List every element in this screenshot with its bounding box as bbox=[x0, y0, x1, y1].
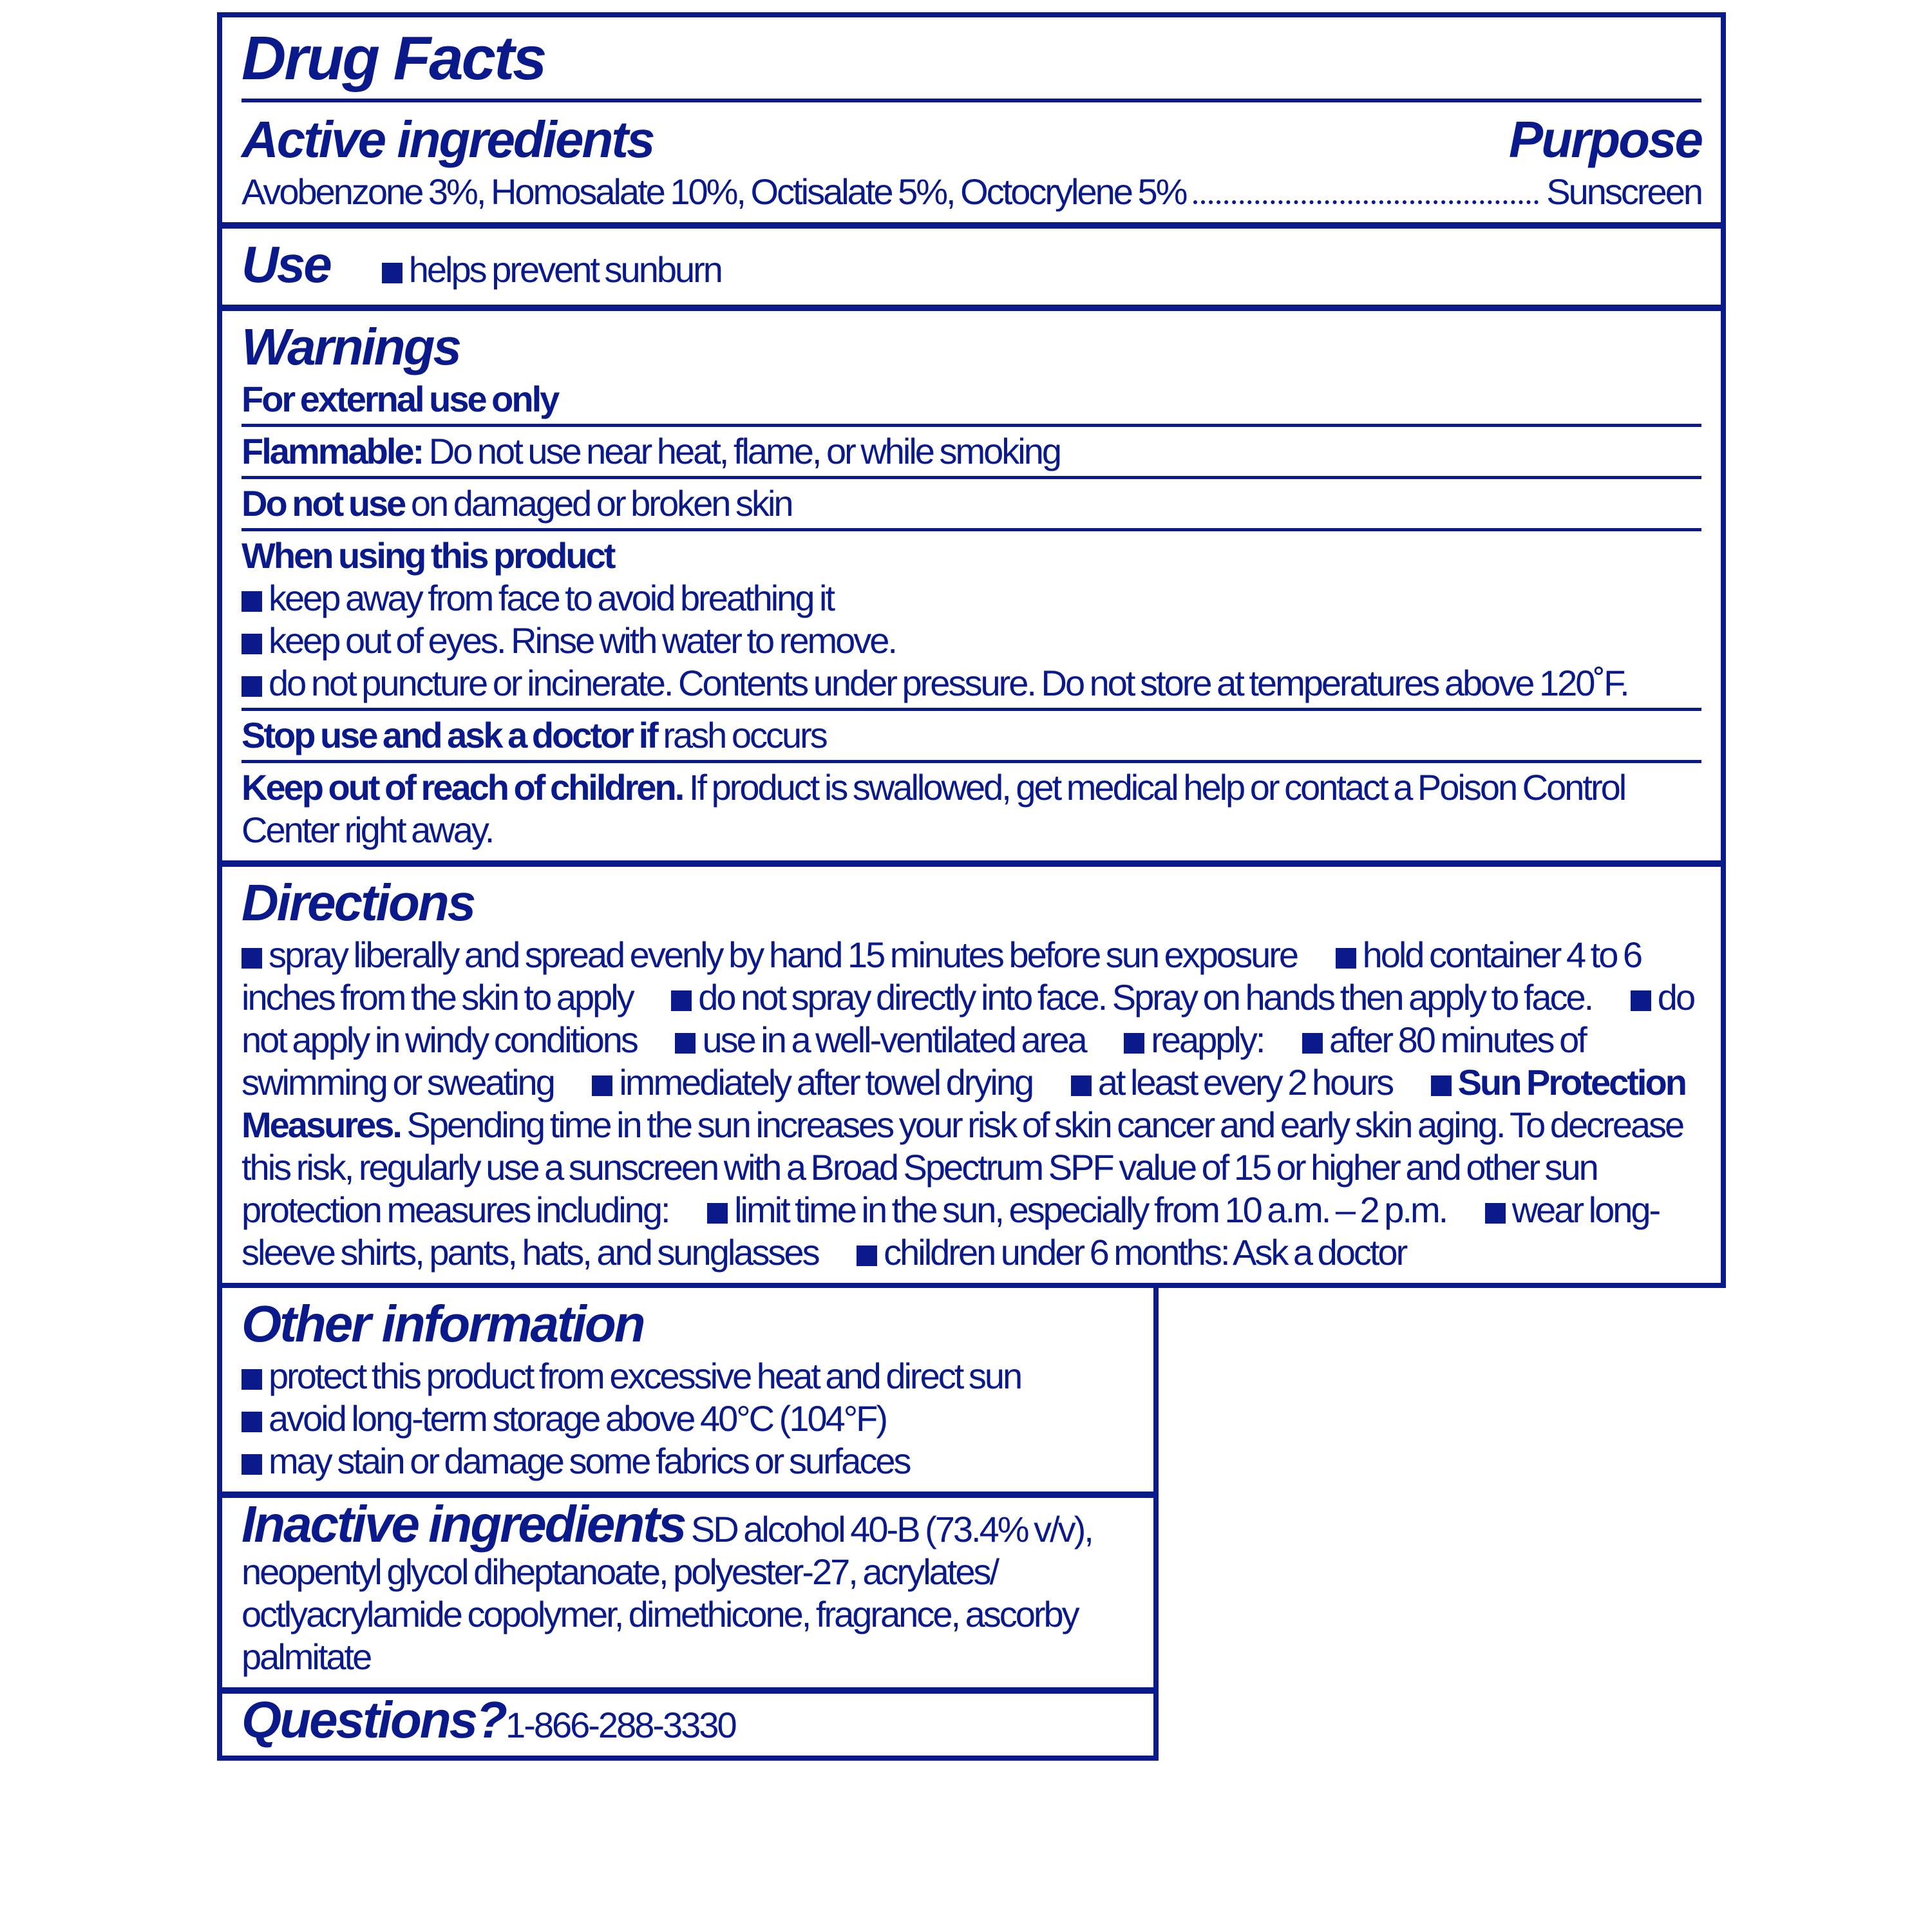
bullet-square-icon bbox=[592, 1075, 612, 1096]
drug-facts-label bbox=[217, 12, 1726, 1761]
bullet-item bbox=[592, 1062, 1032, 1103]
bullet-square-icon bbox=[242, 1454, 262, 1475]
inactive-ingredients-text: SD alcohol 40-B (73.4% v/v), bbox=[685, 1509, 1092, 1549]
item-text: keep away from face to avoid breathing it bbox=[269, 578, 834, 618]
page-title: Drug Facts bbox=[242, 23, 1701, 102]
bullet-item bbox=[1124, 1019, 1264, 1060]
bullet-square-icon bbox=[1485, 1203, 1506, 1224]
bullet-item bbox=[242, 1397, 1134, 1440]
divider bbox=[242, 760, 1701, 763]
dot-leader bbox=[1193, 200, 1539, 204]
item-text: 80 minutes of swimming or sweating bbox=[242, 1019, 1586, 1103]
divider bbox=[242, 476, 1701, 479]
inactive-ingredients-section bbox=[222, 1492, 1153, 1687]
item-text: at least every 2 hours bbox=[1097, 1062, 1393, 1103]
bullet-square-icon bbox=[1631, 990, 1651, 1011]
item-text: If product is swallowed, get medical help or contact a Poison Control bbox=[683, 767, 1625, 808]
bullet-square-icon bbox=[1336, 948, 1356, 969]
use-section bbox=[222, 222, 1721, 305]
purpose-value: Sunscreen bbox=[1546, 171, 1701, 212]
bullet-item bbox=[242, 934, 1297, 975]
bullet-item bbox=[242, 1355, 1134, 1397]
item-text: and other sun protection measures including: bbox=[242, 1147, 1597, 1230]
inactive-ingredients-heading: Inactive ingredients bbox=[242, 1495, 685, 1553]
bullet-item bbox=[1302, 1019, 1392, 1060]
bold-label: Keep out of reach of children. bbox=[242, 767, 683, 808]
item-text: rash occurs bbox=[656, 715, 826, 755]
text-line bbox=[242, 482, 1701, 525]
warnings-heading: Warnings bbox=[242, 318, 460, 375]
use-row bbox=[242, 234, 1701, 296]
item-text: ascorby palmitate bbox=[242, 1594, 1078, 1677]
directions-section bbox=[222, 860, 1721, 1283]
directions-list bbox=[242, 934, 1701, 1274]
bullet-item bbox=[242, 577, 1701, 620]
item-text: on damaged or broken skin bbox=[404, 483, 792, 524]
bullet-square-icon bbox=[242, 1369, 262, 1390]
item-text: do not puncture or incinerate. Contents under pressure. Do not store at temperatures above 120˚F. bbox=[269, 663, 1628, 703]
questions-line bbox=[242, 1691, 1134, 1748]
item-text: immediately after towel drying bbox=[619, 1062, 1033, 1103]
divider bbox=[242, 708, 1701, 711]
item-text: octlyacrylamide copolymer, dimethicone, fragrance, bbox=[242, 1594, 960, 1634]
bullet-square-icon bbox=[1071, 1075, 1092, 1096]
bullet-square-icon bbox=[242, 948, 262, 969]
item-text: limit time in the sun, especially from 10 a.m. – 2 p.m. bbox=[734, 1189, 1447, 1230]
drug-facts-lower-panel bbox=[217, 1283, 1159, 1761]
bullet-square-icon bbox=[242, 591, 262, 612]
bullet-square-icon bbox=[1124, 1033, 1144, 1054]
bullet-item bbox=[671, 977, 1592, 1018]
use-heading: Use bbox=[242, 236, 330, 293]
divider bbox=[242, 528, 1701, 531]
bold-label: For external use only bbox=[242, 379, 558, 419]
bold-label: Stop use and ask a doctor if bbox=[242, 715, 657, 755]
bullet-item bbox=[707, 1189, 1446, 1230]
item-text: may stain or damage some fabrics or surfaces bbox=[269, 1441, 910, 1481]
other-information-list bbox=[242, 1355, 1134, 1482]
item-text: inches from the skin to apply bbox=[242, 977, 633, 1018]
bullet-square-icon bbox=[1431, 1075, 1452, 1096]
text-line bbox=[242, 766, 1701, 851]
bold-label: Do not use bbox=[242, 483, 405, 524]
bullet-item bbox=[857, 1232, 1406, 1273]
text-line bbox=[242, 535, 1701, 577]
item-text: use in a well-ventilated area bbox=[702, 1019, 1086, 1060]
bullet-square-icon bbox=[242, 634, 262, 654]
item-text: protect this product from excessive heat and direct sun bbox=[269, 1356, 1021, 1396]
bullet-item bbox=[242, 662, 1701, 705]
warnings-list bbox=[242, 378, 1701, 851]
divider bbox=[242, 424, 1701, 427]
item-text: aging. To decrease this risk, regularly use a sunscreen with a Broad Spectrum SPF value of 15 or higher bbox=[242, 1104, 1683, 1188]
bullet-square-icon bbox=[382, 263, 402, 283]
item-text: Center right away. bbox=[242, 810, 493, 850]
bullet-item bbox=[675, 1019, 1085, 1060]
item-text: children under 6 months: Ask a doctor bbox=[884, 1232, 1406, 1273]
bullet-item bbox=[1336, 934, 1641, 975]
bullet-square-icon bbox=[1302, 1033, 1323, 1054]
bullet-item bbox=[1071, 1062, 1392, 1103]
inactive-ingredients-paragraph bbox=[242, 1495, 1134, 1678]
item-text: keep out of eyes. Rinse with water to remove. bbox=[269, 620, 896, 661]
bullet-square-icon bbox=[857, 1245, 877, 1266]
item-text: hold container 4 to 6 bbox=[1362, 934, 1642, 975]
use-text: helps prevent sunburn bbox=[408, 249, 721, 290]
text-line bbox=[242, 378, 1701, 421]
directions-heading: Directions bbox=[242, 874, 475, 931]
questions-phone: 1-866-288-3330 bbox=[506, 1705, 735, 1745]
item-text: Do not use near heat, flame, or while smoking bbox=[422, 431, 1061, 471]
text-line bbox=[242, 714, 1701, 757]
bullet-item bbox=[242, 1440, 1134, 1482]
text-line bbox=[242, 430, 1701, 473]
active-ingredients-header bbox=[242, 109, 1701, 171]
other-information-section bbox=[222, 1288, 1153, 1492]
item-text: Spending time in the sun increases your risk of skin cancer and early skin bbox=[400, 1104, 1412, 1145]
bullet-square-icon bbox=[707, 1203, 728, 1224]
bold-label: Flammable: bbox=[242, 431, 423, 471]
item-text: reapply: bbox=[1151, 1019, 1264, 1060]
questions-section bbox=[222, 1687, 1153, 1756]
active-ingredients-row bbox=[242, 171, 1701, 213]
bold-label: Sun Protection Measures. bbox=[242, 1062, 1685, 1145]
drug-facts-panel bbox=[217, 12, 1726, 1288]
item-text: do not spray directly into face. Spray on hands then apply to face. bbox=[698, 977, 1593, 1018]
bold-label: When using this product bbox=[242, 535, 614, 576]
bullet-square-icon bbox=[242, 676, 262, 697]
item-text: neopentyl glycol diheptanoate, polyester-27, acrylates/ bbox=[242, 1551, 998, 1592]
questions-heading: Questions? bbox=[242, 1691, 506, 1748]
other-information-heading: Other information bbox=[242, 1295, 644, 1352]
item-text: wear long-sleeve shirts, pants, hats, and sunglasses bbox=[242, 1189, 1660, 1273]
bullet-square-icon bbox=[242, 1412, 262, 1432]
item-text: after bbox=[1329, 1019, 1392, 1060]
bullet-square-icon bbox=[671, 990, 692, 1011]
active-ingredients-list: Avobenzone 3%, Homosalate 10%, Octisalate 5%, Octocrylene 5% bbox=[242, 171, 1186, 212]
active-ingredients-heading: Active ingredients bbox=[242, 111, 654, 168]
active-ingredients-section bbox=[222, 17, 1721, 222]
item-text: avoid long-term storage above 40°C (104°F) bbox=[269, 1398, 887, 1439]
item-text: spray liberally and spread evenly by hand 15 minutes before sun exposure bbox=[269, 934, 1298, 975]
bullet-square-icon bbox=[675, 1033, 696, 1054]
text-segment bbox=[242, 977, 633, 1018]
warnings-section bbox=[222, 305, 1721, 860]
item-text: do not apply in windy conditions bbox=[242, 977, 1694, 1060]
purpose-heading: Purpose bbox=[1508, 111, 1701, 168]
use-item bbox=[382, 249, 721, 291]
bullet-item bbox=[242, 620, 1701, 662]
